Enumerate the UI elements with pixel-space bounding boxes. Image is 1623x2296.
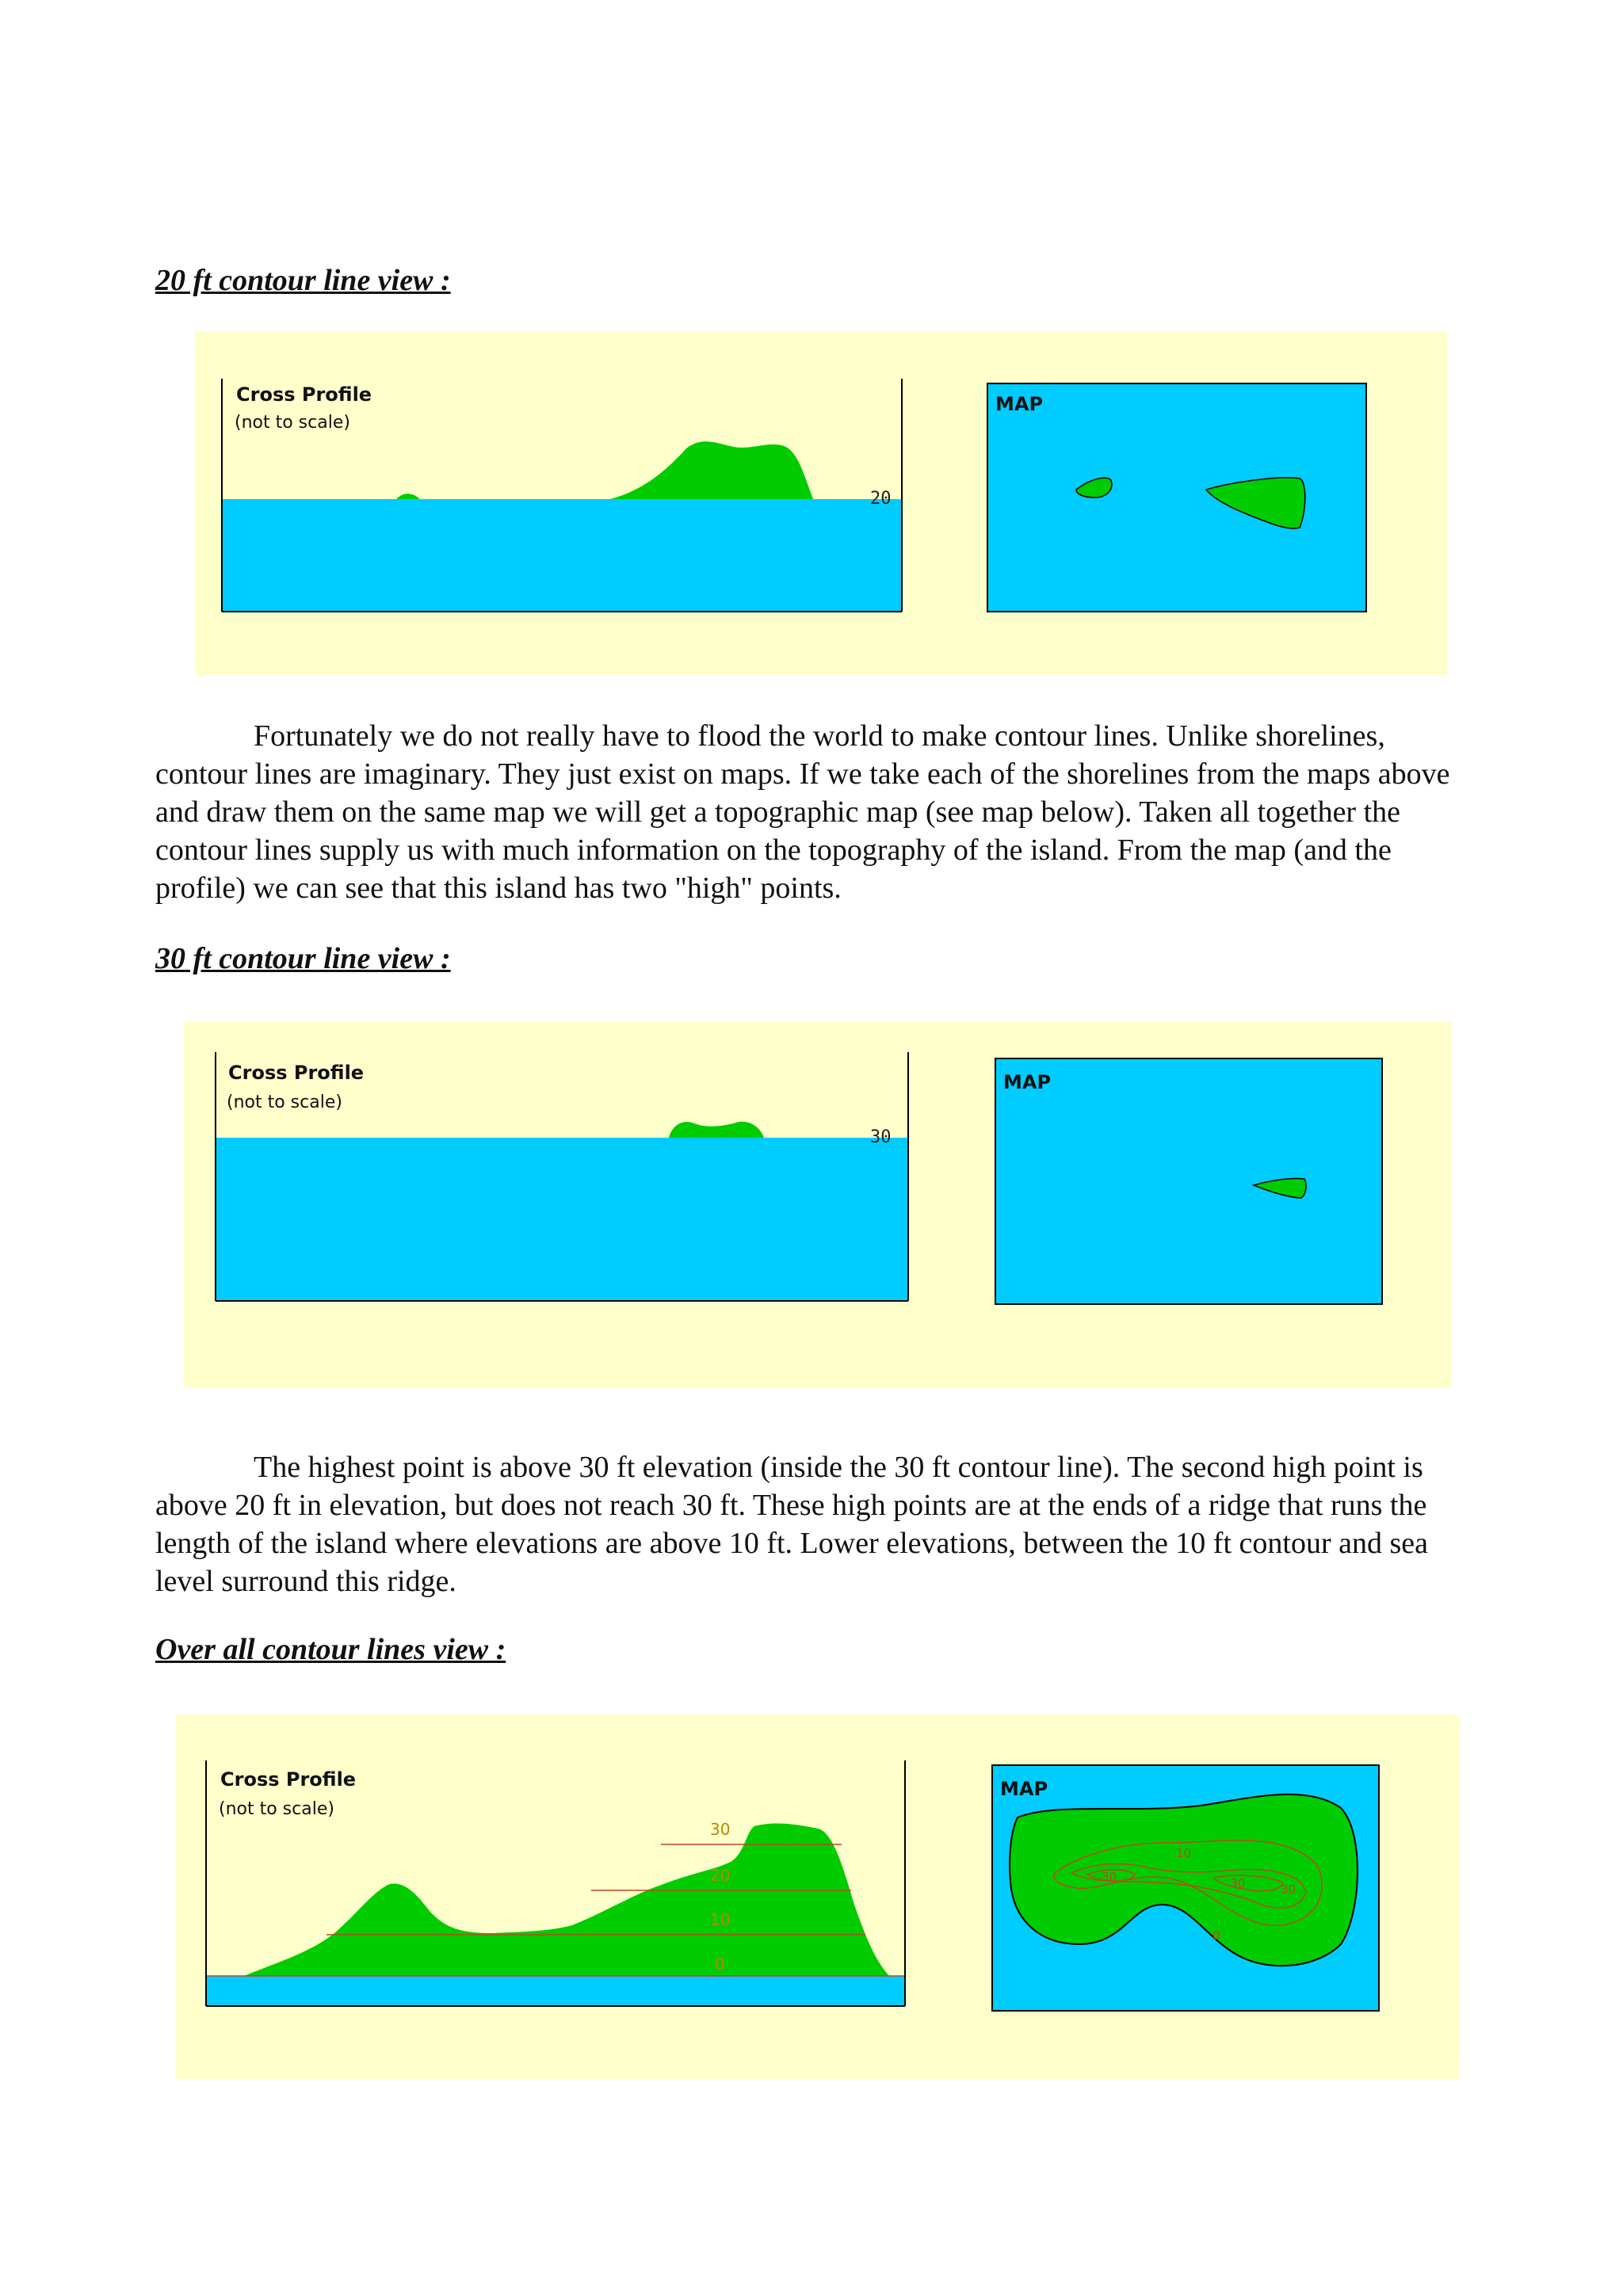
section-heading-20ft: 20 ft contour line view : <box>155 264 451 297</box>
profile-subtitle: (not to scale) <box>219 1799 334 1819</box>
map-water <box>995 1058 1382 1304</box>
water-area <box>216 1138 908 1301</box>
level-label: 30 <box>870 1127 892 1147</box>
profile-title: Cross Profile <box>220 1768 357 1791</box>
profile-subtitle: (not to scale) <box>235 413 350 433</box>
cross-profile-30ft <box>216 1052 908 1301</box>
figure-overall-graphic <box>176 1714 1460 2079</box>
figure-overall <box>176 1714 1460 2079</box>
paragraph-2: The highest point is above 30 ft elevation (inside the 30 ft contour line). The second high point is above 20 ft in elevation, but does not reach 30 ft. These high points are at the ends of a ridge that runs the length of the island where elevations are above 10 ft. Lower elevations, between the 10 ft contour and sea level surround this ridge. <box>155 1451 1428 1598</box>
profile-subtitle: (not to scale) <box>227 1093 342 1112</box>
map-label: MAP <box>1003 1071 1052 1093</box>
contour-label-30: 30 <box>710 1820 731 1839</box>
contour-label-10: 10 <box>710 1910 731 1929</box>
map-overall <box>992 1765 1379 2011</box>
small-island-profile <box>396 494 420 499</box>
island-profile <box>244 1823 889 1976</box>
map-contour-label: 30 <box>1281 1882 1296 1897</box>
figure-20ft-graphic <box>195 331 1447 675</box>
level-label: 20 <box>870 489 892 509</box>
map-contour-label: 30 <box>1230 1876 1246 1890</box>
cross-profile-overall <box>206 1760 905 2006</box>
map-20ft <box>987 383 1366 612</box>
large-island-profile <box>610 441 813 499</box>
map-30ft <box>995 1058 1382 1304</box>
cross-profile-20ft <box>222 379 902 612</box>
section-heading-30ft: 30 ft contour line view : <box>155 942 451 975</box>
map-contour-label: 0 <box>1212 1928 1220 1943</box>
profile-title: Cross Profile <box>236 383 372 406</box>
map-label: MAP <box>1000 1778 1048 1800</box>
figure-30ft <box>184 1022 1452 1388</box>
water-area <box>222 499 902 612</box>
figure-20ft <box>195 331 1447 675</box>
profile-title: Cross Profile <box>228 1062 365 1084</box>
paragraph-1: Fortunately we do not really have to flood the world to make contour lines. Unlike shorelines, contour lines are imaginary. They just exist on maps. If we take each of the shorelines from the maps above and draw them on the same map we will get a topographic map (see map below). Taken all together the contour lines supply us with much information on the topography of the island. From the map (and the profile) we can see that this island has two "high" points. <box>155 719 1450 905</box>
figure-30ft-graphic <box>184 1022 1452 1388</box>
map-contour-label: 10 <box>1176 1846 1192 1860</box>
contour-label-20: 20 <box>710 1866 731 1885</box>
contour-label-0: 0 <box>715 1955 725 1974</box>
island-profile <box>669 1122 764 1138</box>
map-water <box>987 383 1366 612</box>
water-area <box>206 1976 905 2006</box>
map-label: MAP <box>995 393 1044 415</box>
section-heading-overall: Over all contour lines view : <box>155 1633 506 1666</box>
map-contour-label: 30 <box>1102 1870 1117 1884</box>
